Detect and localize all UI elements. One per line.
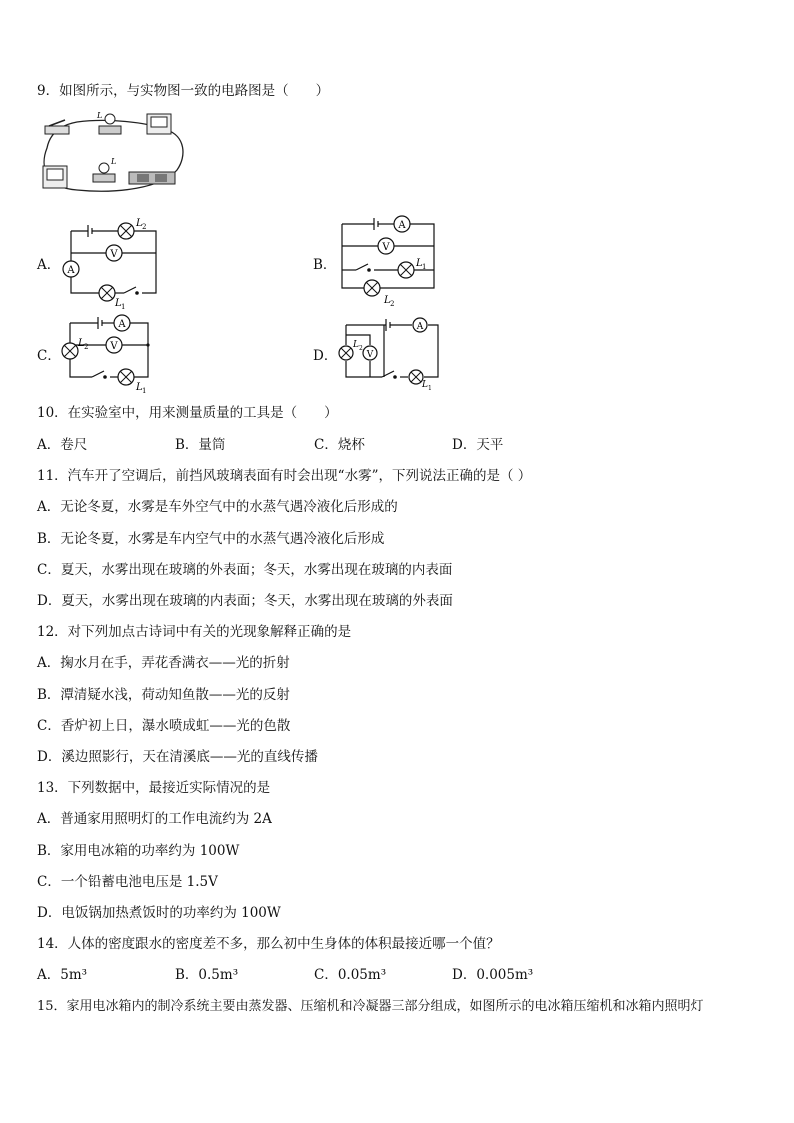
a-ammeter-label: A xyxy=(67,265,75,276)
d-ammeter-label: A xyxy=(416,322,424,332)
d-l1-sub: 1 xyxy=(428,385,432,392)
physical-meter-bottom xyxy=(43,166,67,188)
b-l2-sub: 2 xyxy=(390,300,395,308)
q10-option-d: D．天平 xyxy=(452,437,504,453)
q13-stem: 13．下列数据中，最接近实际情况的是 xyxy=(37,780,271,796)
q12-option-a: A．掬水月在手，弄花香满衣——光的折射 xyxy=(37,655,290,671)
d-l1-letter: L xyxy=(422,380,428,390)
q11-option-b: B．无论冬夏，水雾是车内空气中的水蒸气遇冷液化后形成 xyxy=(37,531,385,547)
c-voltmeter-label: V xyxy=(110,341,118,352)
b-l1-sub: 1 xyxy=(422,263,427,271)
physical-meter-top xyxy=(147,114,171,134)
c-l2-sub: 2 xyxy=(84,343,89,351)
q9-option-a-label: A． xyxy=(37,257,61,273)
c-l1-sub: 1 xyxy=(142,387,147,395)
q13-option-d: D．电饭锅加热煮饭时的功率约为 100W xyxy=(37,905,281,921)
physical-l1-label: L xyxy=(97,111,103,120)
physical-l2-label: L xyxy=(111,157,117,166)
d-l2-sub: 2 xyxy=(359,345,363,352)
q13-option-b: B．家用电冰箱的功率约为 100W xyxy=(37,843,240,859)
physical-lamp-l1 xyxy=(96,111,121,134)
b-voltmeter-label: V xyxy=(382,242,390,253)
b-l2-letter: L xyxy=(384,295,391,306)
q13-option-a: A．普通家用照明灯的工作电流约为 2A xyxy=(37,811,272,827)
q9-option-c-label: C． xyxy=(37,348,61,364)
q9-stem: 9．如图所示，与实物图一致的电路图是（ ） xyxy=(37,83,330,99)
q9-circuit-d xyxy=(334,313,444,395)
q13-option-c: C．一个铅蓄电池电压是 1.5V xyxy=(37,874,218,890)
b-l1-letter: L xyxy=(416,258,423,269)
physical-battery xyxy=(129,172,175,184)
q11-option-d: D．夏天，水雾出现在玻璃的内表面；冬天，水雾出现在玻璃的外表面 xyxy=(37,593,453,609)
q9-circuit-c xyxy=(58,313,158,395)
c-ammeter-label: A xyxy=(118,319,126,330)
q14-option-c: C．0.05m³ xyxy=(314,967,387,983)
a-l2-letter: L xyxy=(136,218,143,229)
q10-option-a: A．卷尺 xyxy=(37,437,88,453)
q10-stem: 10．在实验室中，用来测量质量的工具是（ ） xyxy=(37,405,338,421)
q11-option-a: A．无论冬夏，水雾是车外空气中的水蒸气遇冷液化后形成的 xyxy=(37,499,398,515)
q14-option-b: B．0.5m³ xyxy=(175,967,239,983)
q11-option-c: C．夏天，水雾出现在玻璃的外表面；冬天，水雾出现在玻璃的内表面 xyxy=(37,562,453,578)
q9-circuit-b xyxy=(334,210,444,310)
q9-circuit-a xyxy=(58,215,168,310)
b-ammeter-label: A xyxy=(398,220,406,231)
d-l2-letter: L xyxy=(353,340,359,350)
a-voltmeter-label: V xyxy=(110,249,118,260)
q11-stem: 11．汽车开了空调后，前挡风玻璃表面有时会出现“水雾”，下列说法正确的是（ ） xyxy=(37,468,532,484)
q15-stem: 15．家用电冰箱内的制冷系统主要由蒸发器、压缩机和冷凝器三部分组成，如图所示的电冰箱压缩机和冰箱内照明灯 xyxy=(37,999,704,1014)
q10-option-b: B．量筒 xyxy=(175,437,226,453)
q10-option-c: C．烧杯 xyxy=(314,437,365,453)
c-l2-letter: L xyxy=(78,338,85,349)
q12-stem: 12．对下列加点古诗词中有关的光现象解释正确的是 xyxy=(37,624,352,640)
a-l2-sub: 2 xyxy=(142,223,147,231)
physical-lamp-l2 xyxy=(93,157,116,182)
q14-option-d: D．0.005m³ xyxy=(452,967,534,983)
q9-physical-figure xyxy=(37,108,187,200)
q12-option-d: D．溪边照影行，天在清溪底——光的直线传播 xyxy=(37,749,318,765)
q9-option-d-label: D． xyxy=(313,348,338,364)
a-l1-sub: 1 xyxy=(121,303,126,310)
q12-option-b: B．潭清疑水浅，荷动知鱼散——光的反射 xyxy=(37,687,290,703)
q12-option-c: C．香炉初上日，瀑水喷成虹——光的色散 xyxy=(37,718,291,734)
d-voltmeter-label: V xyxy=(366,350,374,360)
q14-stem: 14．人体的密度跟水的密度差不多，那么初中生身体的体积最接近哪一个值？ xyxy=(37,936,500,952)
c-l1-letter: L xyxy=(136,382,143,393)
q14-option-a: A．5m³ xyxy=(37,967,88,983)
q9-option-b-label: B． xyxy=(313,257,337,273)
physical-switch-top xyxy=(45,120,69,134)
a-l1-letter: L xyxy=(115,298,122,309)
